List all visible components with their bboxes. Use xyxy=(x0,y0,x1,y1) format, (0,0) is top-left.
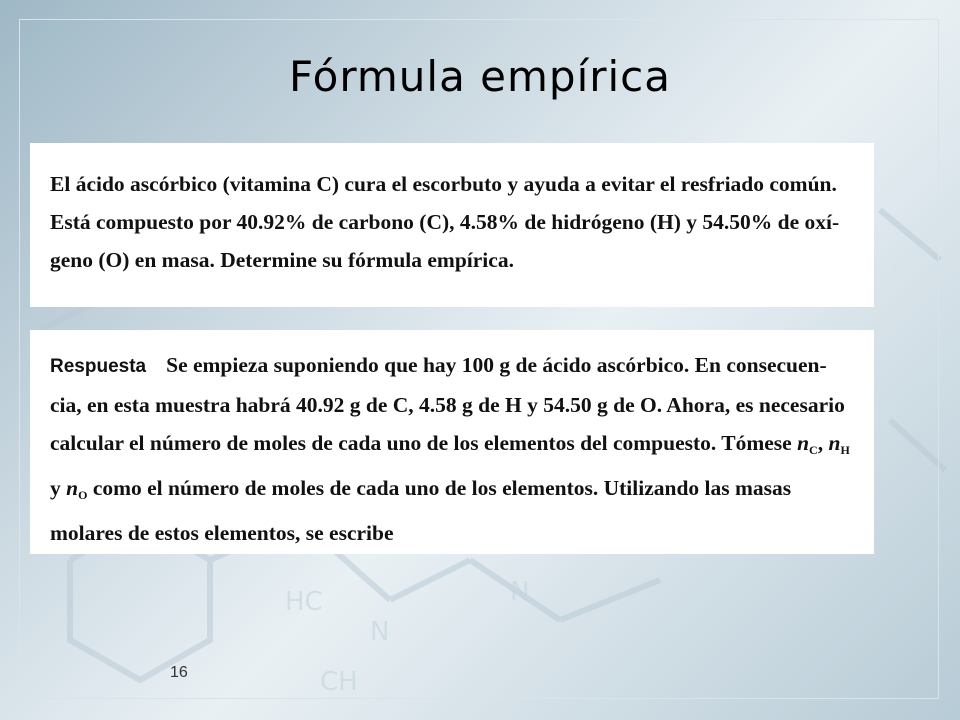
moles-symbol: n xyxy=(797,431,810,455)
moles-symbol: n xyxy=(828,431,841,455)
problem-statement-box xyxy=(30,143,874,307)
problem-line: El ácido ascórbico (vitamina C) cura el escorbuto y ayuda a evitar el resfriado común. xyxy=(50,172,837,196)
svg-text:N: N xyxy=(370,617,390,647)
answer-line-3: calcular el número de moles de cada uno de los elementos del compuesto. Tómese $n_C$, $n_H$ xyxy=(50,431,850,457)
answer-text: como el número de moles de cada uno de los elementos. Utilizando las masas xyxy=(87,476,792,500)
moles-subscript-o: O xyxy=(78,488,88,502)
svg-text:CH: CH xyxy=(320,667,358,697)
problem-line: geno (O) en masa. Determine su fórmula empírica. xyxy=(50,248,514,272)
answer-line-1 xyxy=(50,346,854,386)
answer-text: calcular el número de moles de cada uno de los elementos del compuesto. Tómese xyxy=(50,431,798,455)
answer-text: y xyxy=(50,476,67,500)
answer-box xyxy=(30,330,874,554)
answer-label: Respuesta xyxy=(50,356,147,377)
problem-line: Está compuesto por 40.92% de carbono (C), 4.58% de hidrógeno (H) y 54.50% de oxí- xyxy=(50,210,840,234)
answer-line-4 xyxy=(50,469,854,514)
moles-subscript-c: C xyxy=(809,443,818,457)
answer-text: Se empieza suponiendo que hay 100 g de ácido ascórbico. En consecuen- xyxy=(166,353,827,377)
answer-line-5: molares de estos elementos, se escribe xyxy=(50,521,394,545)
svg-text:N: N xyxy=(510,577,530,607)
slide-number: 16 xyxy=(170,664,188,681)
answer-line-2: cia, en esta muestra habrá 40.92 g de C, 4.58 g de H y 54.50 g de O. Ahora, es necesario xyxy=(50,393,845,417)
slide-title: Fórmula empírica xyxy=(288,52,672,101)
moles-symbol: n xyxy=(66,476,79,500)
moles-subscript-h: H xyxy=(840,443,850,457)
svg-text:HC: HC xyxy=(285,587,323,617)
